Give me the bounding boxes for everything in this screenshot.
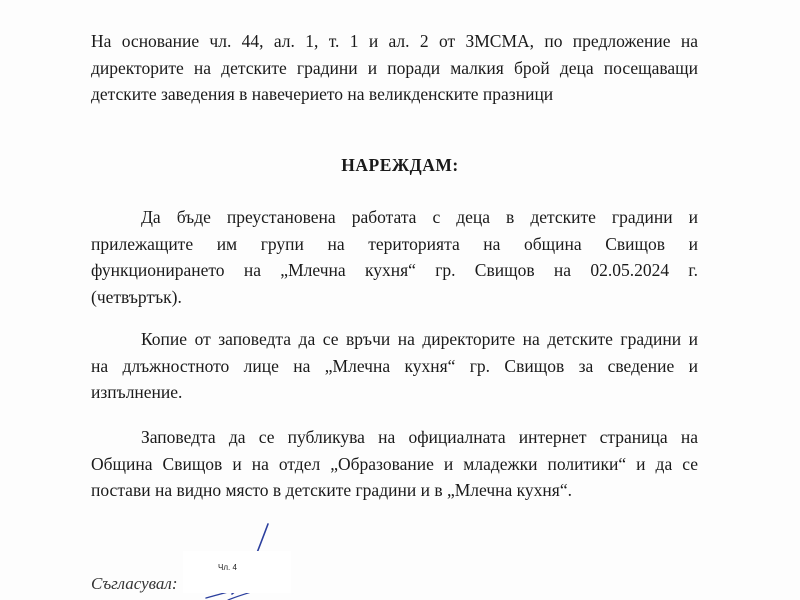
text-line: Да бъде преустановена работата с деца в детските градини и: [141, 207, 698, 227]
redaction-note: Чл. 4: [218, 563, 237, 572]
order-heading: НАРЕЖДАМ:: [341, 155, 459, 175]
text-line: На основание чл. 44, ал. 1, т. 1 и ал. 2 от ЗМСМА, по предложение на: [91, 31, 698, 51]
agreed-by-label: Съгласувал:: [91, 574, 178, 593]
text-line: Община Свищов и на отдел „Образование и младежки политики“ и да се: [91, 453, 698, 474]
text-line: прилежащите им групи на територията на община Свищов и: [91, 233, 698, 254]
text-line: постави на видно място в детските градини и в „Млечна кухня“.: [91, 480, 572, 500]
text-line: детските заведения в навечерието на великденските празници: [91, 84, 554, 104]
text-line: Заповедта да се публикува на официалната интернет страница на: [141, 427, 698, 447]
text-line: изпълнение.: [91, 382, 183, 402]
redaction-box: [183, 551, 291, 593]
text-line: директорите на детските градини и поради малкия брой деца посещаващи: [91, 57, 698, 78]
text-line: на длъжностното лице на „Млечна кухня“ гр. Свищов за сведение и: [91, 355, 698, 376]
text-line: Копие от заповедта да се връчи на директорите на детските градини и: [141, 329, 698, 349]
text-line: функционирането на „Млечна кухня“ гр. Свищов на 02.05.2024 г.: [91, 260, 698, 280]
text-line: (четвъртък).: [91, 286, 182, 307]
